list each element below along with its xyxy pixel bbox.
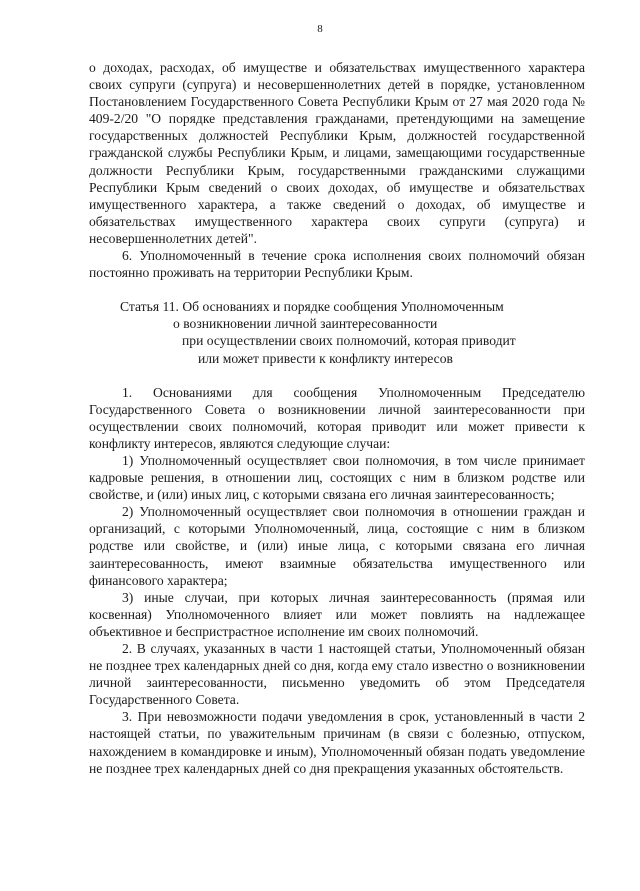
- paragraph-part-1: 1. Основаниями для сообщения Уполномоченным Председателю Государственного Совета о возникновении личной заинтересованности при осуществлении своих полномочий, которая приводит или может привести к конфликту интересов, являются следующие случаи:: [89, 384, 585, 451]
- article-heading-line-2: о возникновении личной заинтересованности: [173, 316, 438, 332]
- paragraph-case-3: 3) иные случаи, при которых личная заинтересованность (прямая или косвенная) Уполномоченного влияет или может повлиять на надлежащее объективное и беспристрастное исполнение им своих полномочий.: [89, 589, 585, 639]
- paragraph-part-3: 3. При невозможности подачи уведомления в срок, установленный в части 2 настоящей статьи, по уважительным причинам (в связи с болезнью, отпуском, нахождением в командировке и иным), Уполномоченный обязан подать уведомление не позднее трех календарных дней со дня прекращения указанных обстоятельств.: [89, 709, 585, 776]
- paragraph-continuation: о доходах, расходах, об имуществе и обязательствах имущественного характера своих супруги (супруга) и несовершеннолетних детей в порядке, установленном Постановлением Государственного Совета Республики Крым от 27 мая 2020 года № 409-2/20 "О порядке представления гражданами, претендующими на замещение государственных должностей Республики Крым, должностей государственной гражданской службы Республики Крым, и лицами, замещающими государственные должности Республики Крым, государственными гражданскими служащими Республики Крым сведений о своих доходах, об имуществе и обязательствах имущественного характера, а также сведений о доходах, об имуществе и обязательствах имущественного характера своих супруги (супруга) и несовершеннолетних детей".: [89, 60, 585, 246]
- article-heading: [89, 298, 585, 366]
- paragraph-part-2: 2. В случаях, указанных в части 1 настоящей статьи, Уполномоченный обязан не позднее трех календарных дней со дня, когда ему стало известно о возникновении личной заинтересованности, письменно уведомить об этом Председателя Государственного Совета.: [89, 641, 585, 708]
- article-heading-line-1: Статья 11. Об основаниях и порядке сообщения Уполномоченным: [120, 299, 504, 315]
- article-heading-line-3: при осуществлении своих полномочий, которая приводит: [182, 333, 516, 349]
- paragraph-item-6: 6. Уполномоченный в течение срока исполнения своих полномочий обязан постоянно проживать на территории Республики Крым.: [89, 248, 585, 281]
- paragraph-case-2: 2) Уполномоченный осуществляет свои полномочия в отношении граждан и организаций, с которыми Уполномоченный, лица, состоящие с ним в близком родстве или свойстве, и (или) иные лица, с которыми связана его личная заинтересованность, имеют взаимные обязательства имущественного или финансового характера;: [89, 504, 585, 588]
- paragraph-case-1: 1) Уполномоченный осуществляет свои полномочия, в том числе принимает кадровые решения, в отношении лиц, состоящих с ним в близком родстве или свойстве, и (или) иных лиц, с которыми связана его личная заинтересованность;: [89, 452, 585, 503]
- article-heading-line-4: или может привести к конфликту интересов: [198, 350, 453, 366]
- page-number: 8: [317, 23, 323, 35]
- document-body: [89, 59, 585, 777]
